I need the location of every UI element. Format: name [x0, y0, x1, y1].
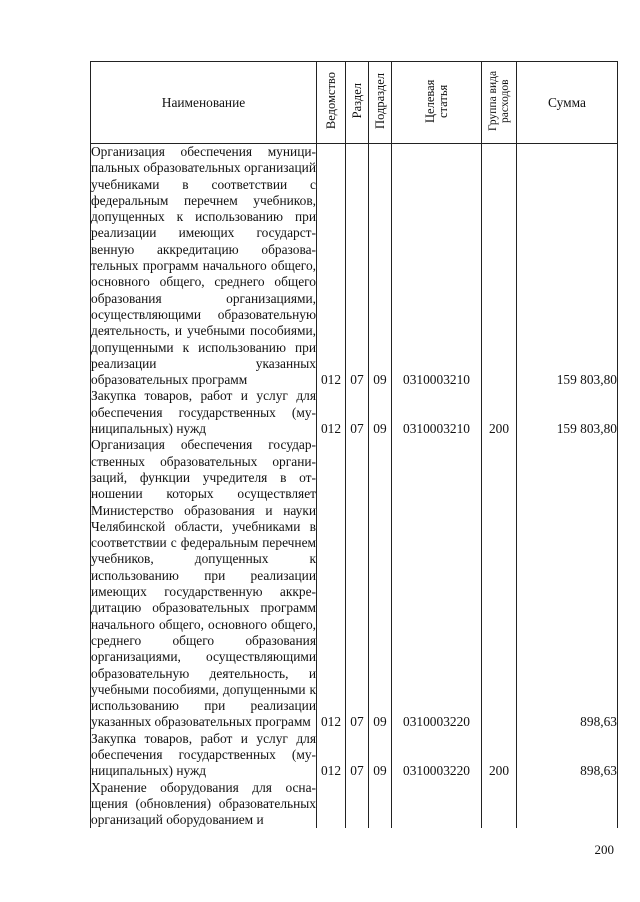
- header-subsection: Подраздел: [369, 62, 392, 144]
- table-row: [91, 144, 618, 389]
- row-sum: [517, 780, 618, 829]
- budget-table: [90, 61, 618, 828]
- page-number: 200: [594, 842, 614, 857]
- row-subsection: [369, 780, 392, 829]
- row-group: 200: [482, 388, 517, 437]
- row-sum: 898,63: [517, 437, 618, 730]
- table-header-row: [91, 62, 618, 144]
- row-group: [482, 144, 517, 389]
- row-subsection: 09: [369, 144, 392, 389]
- row-dept: 012: [317, 144, 346, 389]
- row-sum: 159 803,80: [517, 144, 618, 389]
- table-row: [91, 437, 618, 730]
- row-group: [482, 437, 517, 730]
- table-row: [91, 388, 618, 437]
- row-group: 200: [482, 731, 517, 780]
- header-name: Наименование: [91, 62, 317, 144]
- row-sum: 159 803,80: [517, 388, 618, 437]
- header-dept: Ведомство: [317, 62, 346, 144]
- row-target: 0310003210: [392, 144, 482, 389]
- row-target: 0310003220: [392, 731, 482, 780]
- row-section: 07: [346, 437, 369, 730]
- header-sum: Сумма: [517, 62, 618, 144]
- row-dept: 012: [317, 437, 346, 730]
- row-sum: 898,63: [517, 731, 618, 780]
- row-section: 07: [346, 731, 369, 780]
- row-section: 07: [346, 388, 369, 437]
- row-subsection: 09: [369, 437, 392, 730]
- row-target: 0310003220: [392, 437, 482, 730]
- row-name: Организация обеспечения государственных образовательных организаций, функции учредителя в отношении которых осуществляет Министерство образования и науки Челябинской области, учебниками в соответствии с федеральным перечнем учебников, допущенных к использованию при реализации имеющих государственную аккредитацию образовательных программ начального общего, основного общего, среднего общего образования организациями, осуществляющими образовательную деятельность, и учебными пособиями, допущенными к использованию при реализации указанных образовательных программ: [91, 437, 316, 730]
- row-target: 0310003210: [392, 388, 482, 437]
- row-dept: 012: [317, 388, 346, 437]
- row-section: 07: [346, 144, 369, 389]
- row-subsection: 09: [369, 388, 392, 437]
- row-name: Организация обеспечения муниципальных образовательных организаций учебниками в соответствии с федеральным перечнем учебников, допущенных к использованию при реализации имеющих государственную аккредитацию образовательных программ начального общего, основного общего, среднего общего образования организациями, осуществляющими образовательную деятельность, и учебными пособиями, допущенными к использованию при реализации указанных образовательных программ: [91, 144, 316, 388]
- row-subsection: 09: [369, 731, 392, 780]
- row-dept: [317, 780, 346, 829]
- header-expense-group: Группа вида расходов: [482, 62, 517, 144]
- row-name: Закупка товаров, работ и услуг для обеспечения государственных (муниципальных) нужд: [91, 388, 316, 437]
- row-section: [346, 780, 369, 829]
- table-row: [91, 780, 618, 829]
- row-name: Закупка товаров, работ и услуг для обеспечения государственных (муниципальных) нужд: [91, 730, 316, 779]
- row-group: [482, 780, 517, 829]
- row-name: Хранение оборудования для оснащения (обновления) образовательных организаций оборудованием и: [91, 779, 316, 828]
- header-target-article: Целевая статья: [392, 62, 482, 144]
- table-row: [91, 731, 618, 780]
- row-dept: 012: [317, 731, 346, 780]
- row-target: [392, 780, 482, 829]
- header-section: Раздел: [346, 62, 369, 144]
